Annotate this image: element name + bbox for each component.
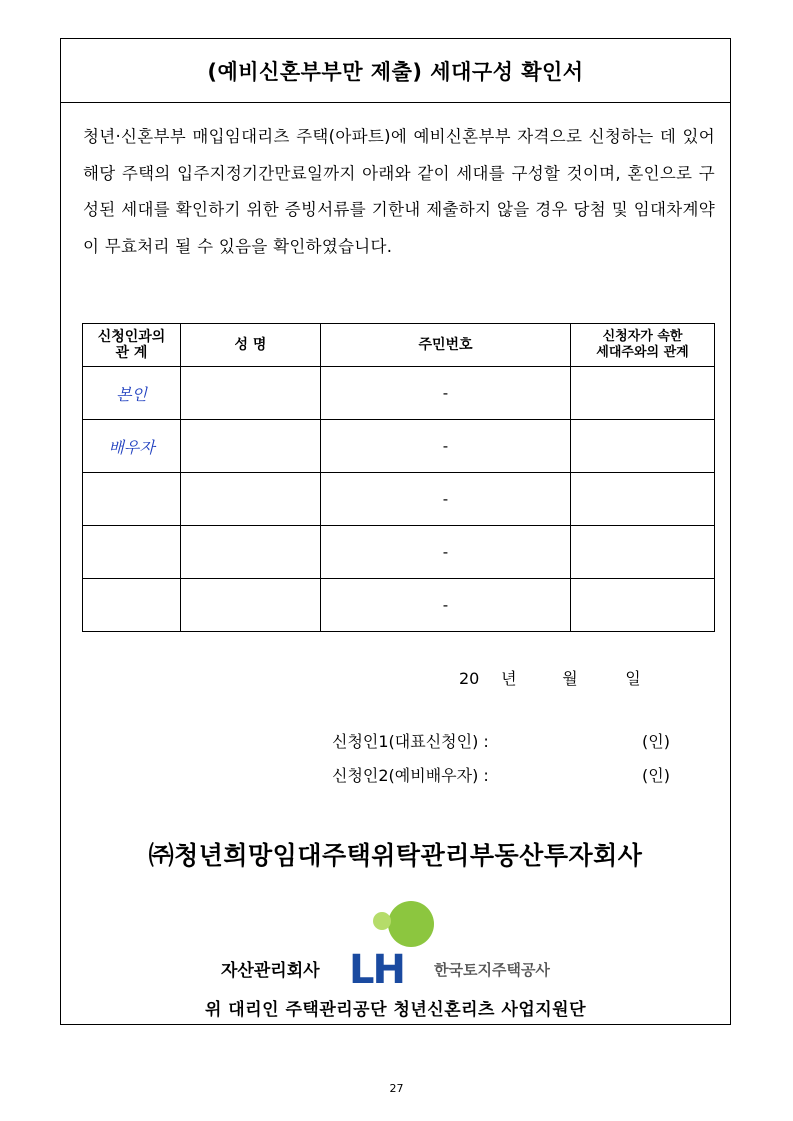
relation-cell[interactable]: 본인 — [83, 367, 181, 420]
date-year-label: 년 — [501, 669, 517, 688]
lh-logo-text: LH — [349, 947, 404, 985]
name-cell[interactable] — [181, 579, 321, 632]
company-name: ㈜청년희망임대주택위탁관리부동산투자회사 — [148, 841, 643, 870]
lh-name: 한국토지주택공사 — [434, 961, 550, 979]
name-cell[interactable] — [181, 526, 321, 579]
name-cell[interactable] — [181, 367, 321, 420]
date-month-label: 월 — [562, 669, 578, 688]
name-cell[interactable] — [181, 473, 321, 526]
id-cell[interactable]: - — [321, 473, 571, 526]
signer-1-label: 신청인1(대표신청인) : — [332, 732, 489, 751]
title-box — [61, 39, 730, 103]
page-number: 27 — [389, 1082, 404, 1095]
table-row — [83, 579, 715, 632]
header-head-relation: 신청자가 속한 세대주와의 관계 — [571, 324, 715, 367]
head-relation-cell[interactable] — [571, 579, 715, 632]
date-year-prefix: 20 — [459, 669, 480, 688]
declaration-text: 청년·신혼부부 매입임대리츠 주택(아파트)에 예비신혼부부 자격으로 신청하는 데 있어 해당 주택의 입주지정기간만료일까지 아래와 같이 세대를 구성할 것이며, 혼인으로 구성된 세대를 확인하기 위한 증빙서류를 기한내 제출하지 않을 경우 당첨 및 임대차계약이 무효처리 될 수 있음을 확인하였습니다. — [83, 127, 715, 256]
relation-cell[interactable] — [83, 579, 181, 632]
form-frame — [60, 38, 731, 1025]
form-title: (예비신혼부부만 제출) 세대구성 확인서 — [207, 59, 584, 84]
header-name: 성 명 — [181, 324, 321, 367]
lh-logo — [349, 901, 434, 989]
relation-cell[interactable] — [83, 473, 181, 526]
head-relation-cell[interactable] — [571, 473, 715, 526]
header-relation: 신청인과의 관 계 — [83, 324, 181, 367]
lh-logo-graphic — [349, 901, 434, 985]
head-relation-cell[interactable] — [571, 526, 715, 579]
id-cell[interactable]: - — [321, 367, 571, 420]
id-cell[interactable]: - — [321, 526, 571, 579]
manager-row — [221, 901, 621, 985]
relation-cell[interactable]: 배우자 — [83, 420, 181, 473]
table-row — [83, 367, 715, 420]
signer-2-label: 신청인2(예비배우자) : — [332, 766, 489, 785]
manager-label: 자산관리회사 — [221, 961, 320, 981]
signer-2-seal[interactable]: (인) — [642, 766, 670, 785]
table-header-row — [83, 324, 715, 367]
agent-line: 위 대리인 주택관리공단 청년신혼리츠 사업지원단 — [204, 1000, 587, 1020]
header-id: 주민번호 — [321, 324, 571, 367]
table-row — [83, 473, 715, 526]
name-cell[interactable] — [181, 420, 321, 473]
date-day-label: 일 — [625, 669, 641, 688]
signer-1-seal[interactable]: (인) — [642, 732, 670, 751]
head-relation-cell[interactable] — [571, 420, 715, 473]
id-cell[interactable]: - — [321, 420, 571, 473]
id-cell[interactable]: - — [321, 579, 571, 632]
relation-cell[interactable] — [83, 526, 181, 579]
household-table — [82, 323, 715, 632]
date-line — [459, 666, 641, 689]
head-relation-cell[interactable] — [571, 367, 715, 420]
table-row — [83, 526, 715, 579]
table-row — [83, 420, 715, 473]
